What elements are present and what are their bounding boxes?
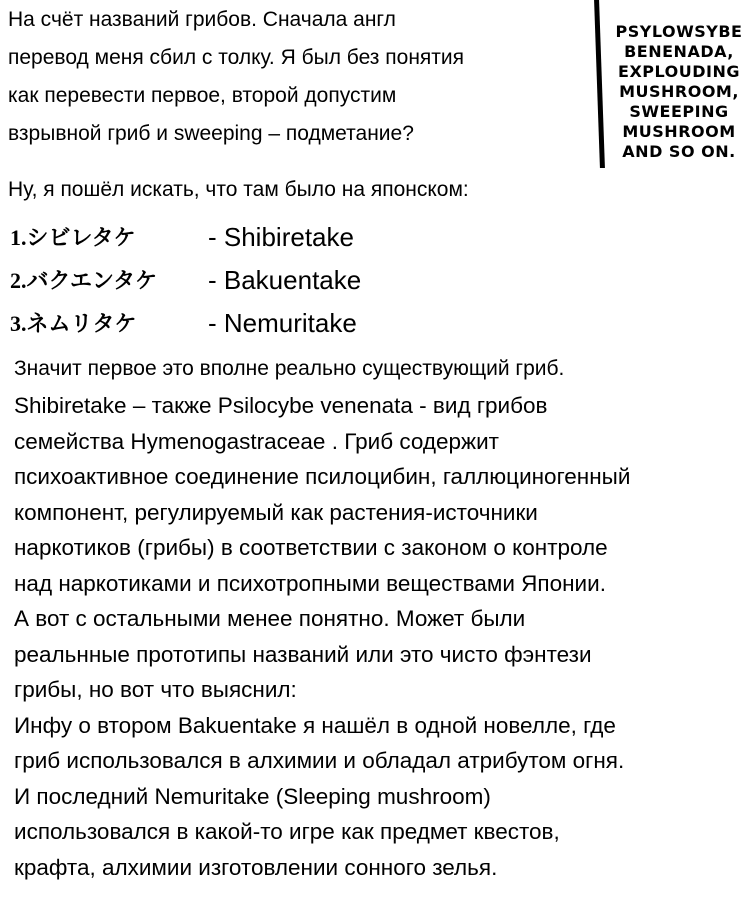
- name-romaji: - Shibiretake: [208, 222, 354, 252]
- name-romaji: - Bakuentake: [208, 265, 362, 295]
- caption-line: EXPLOUDING: [618, 62, 740, 81]
- caption-line: AND SO ON.: [622, 142, 736, 161]
- body-line: психоактивное соединение псилоцибин, галлюциногенный: [14, 464, 631, 489]
- name-row: [10, 259, 430, 302]
- caption-line: BENENADA,: [624, 42, 734, 61]
- body-line: Значит первое это вполне реально существующий гриб.: [14, 357, 565, 380]
- caption-line: SWEEPING: [629, 102, 729, 121]
- body-line: крафта, алхимии изготовлении сонного зелья.: [14, 854, 498, 880]
- body-line: наркотиков (грибы) в соответствии с законом о контроле: [14, 535, 608, 560]
- intro-line: взрывной гриб и sweeping – подметание?: [8, 122, 414, 145]
- caption-line: MUSHROOM: [622, 122, 736, 141]
- panel-caption-text: [604, 22, 751, 162]
- body-line: гриб использовался в алхимии и обладал атрибутом огня.: [14, 748, 625, 773]
- lookup-line: Ну, я пошёл искать, что там было на японском:: [8, 178, 469, 201]
- body-line: А вот с остальными менее понятно. Может были: [14, 606, 526, 631]
- name-japanese: ネムリタケ: [26, 312, 137, 337]
- name-japanese: シビレタケ: [26, 226, 136, 251]
- manga-panel-caption: [592, 0, 751, 168]
- body-line: Shibiretake – также Psilocybe venenata - вид грибов: [14, 393, 548, 418]
- body-line: реальнные прототипы названий или это чисто фэнтези: [14, 641, 592, 667]
- body-line: Инфу о втором Bakuentake я нашёл в одной новелле, где: [14, 712, 616, 738]
- name-number: 1.: [10, 225, 27, 250]
- body-line: компонент, регулируемый как растения-источники: [14, 499, 538, 525]
- caption-line: MUSHROOM,: [619, 82, 739, 101]
- intro-line: На счёт названий грибов. Сначала англ: [8, 8, 396, 31]
- name-row: [10, 302, 430, 345]
- name-row: [10, 216, 430, 259]
- intro-line: перевод меня сбил с толку. Я был без понятия: [8, 46, 465, 69]
- name-number: 2.: [10, 268, 27, 293]
- body-line: грибы, но вот что выяснил:: [14, 677, 297, 702]
- intro-line: как перевести первое, второй допустим: [8, 84, 397, 107]
- name-japanese: バクエンタケ: [26, 269, 158, 294]
- name-romaji: - Nemuritake: [208, 308, 357, 338]
- intro-paragraph: [8, 0, 588, 153]
- body-line: над наркотиками и психотропными веществами Японии.: [14, 570, 606, 596]
- name-number: 3.: [10, 311, 27, 336]
- body-line: И последний Nemuritake (Sleeping mushroom): [14, 783, 491, 809]
- explanation-text: [14, 350, 749, 885]
- caption-line: PSYLOWSYBE: [615, 22, 743, 41]
- body-line: семейства Hymenogastraceae . Гриб содержит: [14, 428, 499, 454]
- body-line: использовался в какой-то игре как предмет квестов,: [14, 819, 560, 844]
- mushroom-names-list: [10, 216, 430, 345]
